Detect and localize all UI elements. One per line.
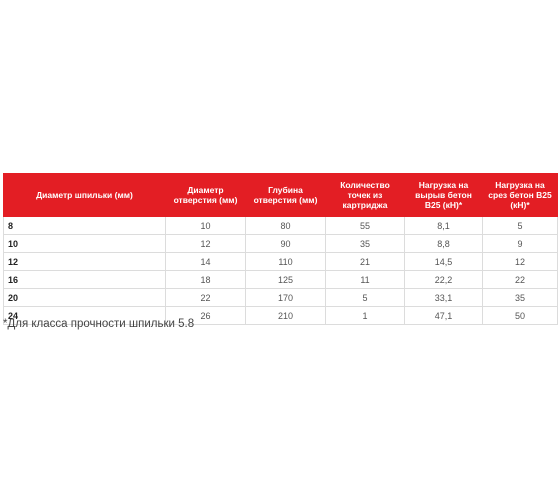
cell-pullout-load: 22,2 [405, 271, 483, 289]
cell-shear-load: 5 [483, 217, 558, 235]
cell-pullout-load: 8,1 [405, 217, 483, 235]
header-stud-diameter: Диаметр шпильки (мм) [4, 174, 166, 217]
cell-hole-depth: 125 [246, 271, 326, 289]
cell-hole-depth: 210 [246, 307, 326, 325]
cell-hole-diameter: 12 [166, 235, 246, 253]
table-row [4, 253, 558, 271]
cell-stud-diameter: 10 [4, 235, 166, 253]
table-row [4, 235, 558, 253]
header-hole-diameter: Диаметр отверстия (мм) [166, 174, 246, 217]
header-hole-depth: Глубина отверстия (мм) [246, 174, 326, 217]
cell-points: 1 [326, 307, 405, 325]
cell-hole-diameter: 22 [166, 289, 246, 307]
table-row [4, 271, 558, 289]
cell-points: 21 [326, 253, 405, 271]
cell-points: 55 [326, 217, 405, 235]
cell-stud-diameter: 16 [4, 271, 166, 289]
cell-pullout-load: 33,1 [405, 289, 483, 307]
cell-stud-diameter: 12 [4, 253, 166, 271]
cell-pullout-load: 8,8 [405, 235, 483, 253]
cell-hole-depth: 170 [246, 289, 326, 307]
cell-hole-depth: 80 [246, 217, 326, 235]
cell-pullout-load: 47,1 [405, 307, 483, 325]
cell-pullout-load: 14,5 [405, 253, 483, 271]
cell-hole-depth: 110 [246, 253, 326, 271]
cell-hole-diameter: 26 [166, 307, 246, 325]
spec-table-container [3, 173, 557, 325]
cell-shear-load: 9 [483, 235, 558, 253]
cell-shear-load: 22 [483, 271, 558, 289]
cell-stud-diameter: 24 [4, 307, 166, 325]
cell-hole-diameter: 18 [166, 271, 246, 289]
table-header-row [4, 174, 558, 217]
header-shear-load: Нагрузка на срез бетон B25 (кН)* [483, 174, 558, 217]
cell-shear-load: 12 [483, 253, 558, 271]
cell-stud-diameter: 8 [4, 217, 166, 235]
cell-shear-load: 35 [483, 289, 558, 307]
cell-hole-diameter: 10 [166, 217, 246, 235]
header-pullout-load: Нагрузка на вырыв бетон B25 (кН)* [405, 174, 483, 217]
table-row [4, 217, 558, 235]
cell-hole-diameter: 14 [166, 253, 246, 271]
cell-stud-diameter: 20 [4, 289, 166, 307]
header-points-per-cartridge: Количество точек из картриджа [326, 174, 405, 217]
cell-points: 11 [326, 271, 405, 289]
table-row [4, 289, 558, 307]
cell-hole-depth: 90 [246, 235, 326, 253]
spec-table [3, 173, 558, 325]
cell-shear-load: 50 [483, 307, 558, 325]
footnote: *Для класса прочности шпильки 5.8 [3, 318, 195, 330]
cell-points: 35 [326, 235, 405, 253]
cell-points: 5 [326, 289, 405, 307]
